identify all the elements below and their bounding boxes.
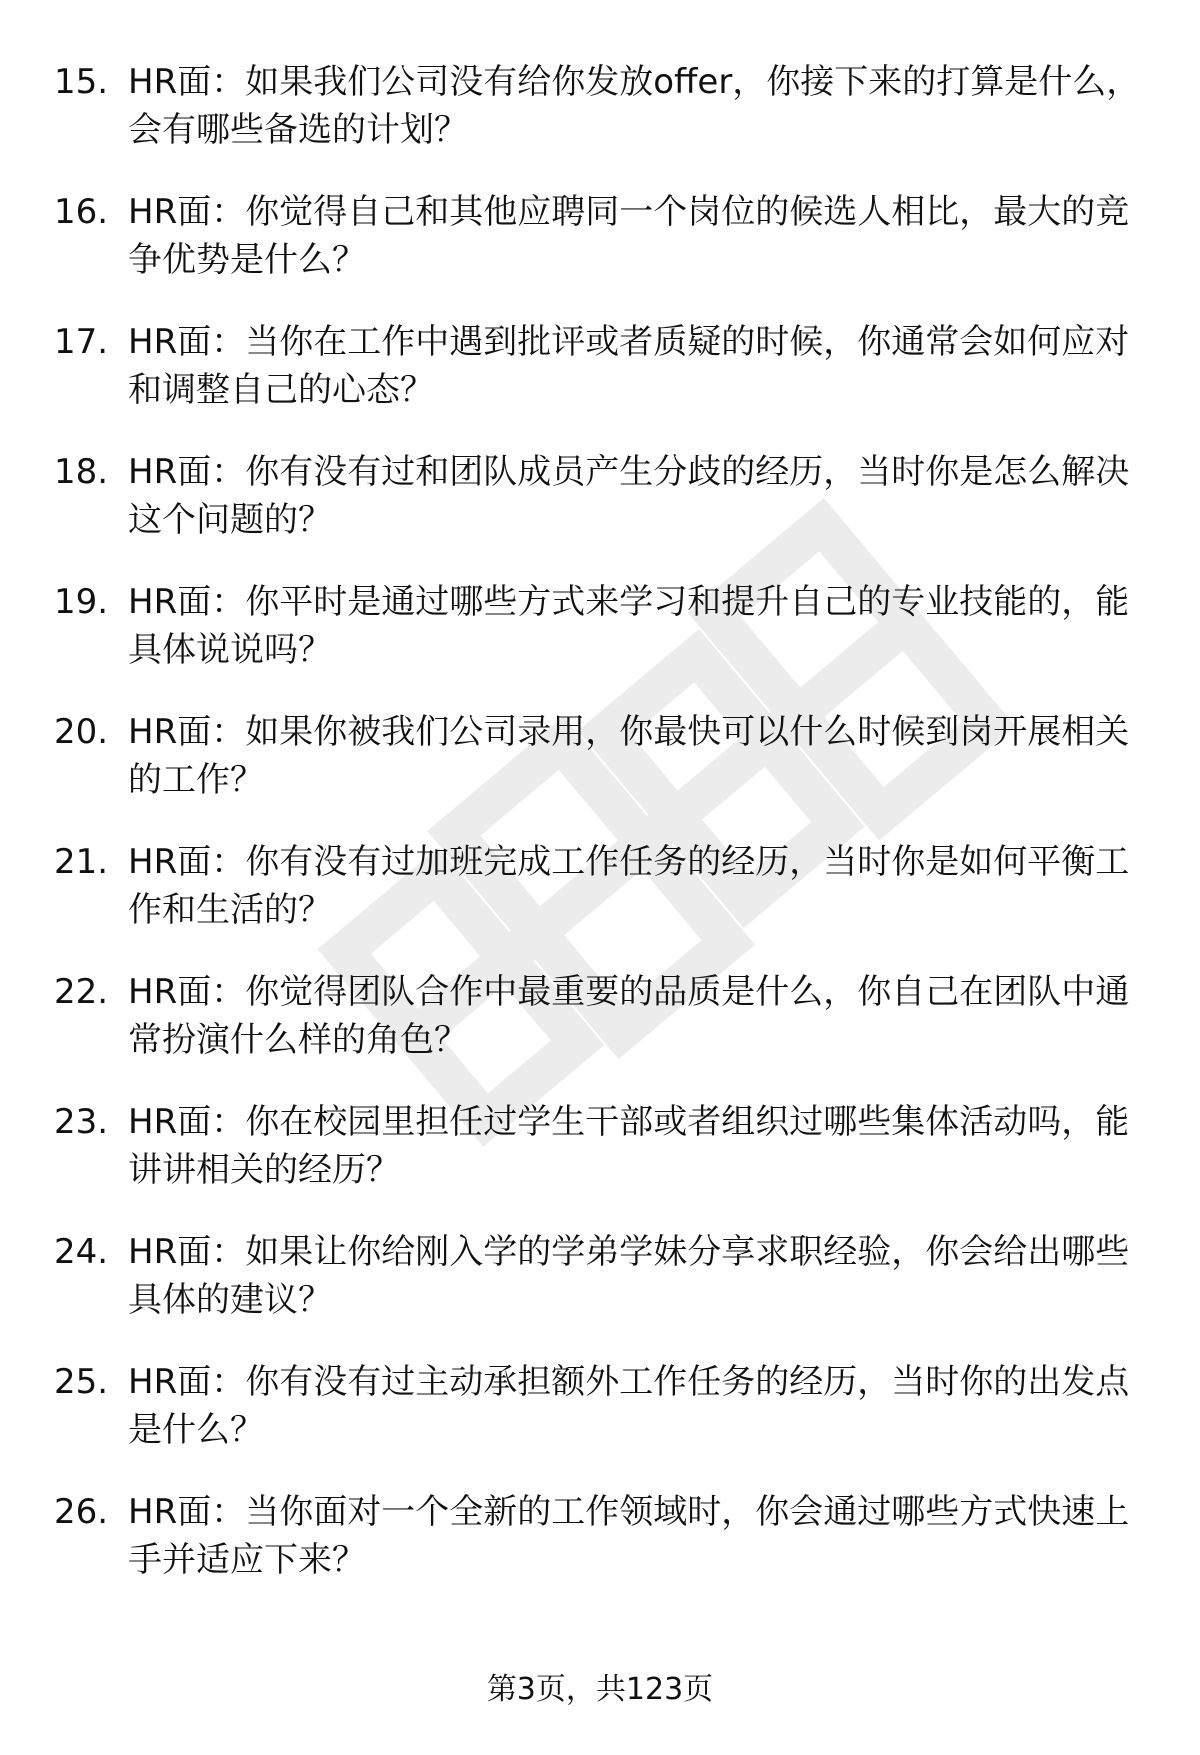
question-number: 17. [54, 322, 109, 362]
question-item [0, 318, 1200, 448]
question-item [0, 838, 1200, 968]
question-item [0, 1358, 1200, 1488]
question-text: HR面：你在校园里担任过学生干部或者组织过哪些集体活动吗，能讲讲相关的经历？ [128, 1102, 1130, 1190]
question-item [0, 708, 1200, 838]
question-text: HR面：你觉得团队合作中最重要的品质是什么，你自己在团队中通常扮演什么样的角色？ [128, 972, 1130, 1060]
question-item [0, 1098, 1200, 1228]
question-number: 23. [54, 1102, 109, 1142]
question-item [0, 578, 1200, 708]
question-text: HR面：如果你被我们公司录用，你最快可以什么时候到岗开展相关的工作？ [128, 712, 1130, 800]
question-number: 21. [54, 842, 109, 882]
question-text: HR面：如果我们公司没有给你发放offer，你接下来的打算是什么，会有哪些备选的计划？ [128, 62, 1141, 150]
question-number: 20. [54, 712, 109, 752]
question-text: HR面：当你面对一个全新的工作领域时，你会通过哪些方式快速上手并适应下来？ [128, 1492, 1130, 1580]
page-number-label: 第3页，共123页 [486, 1672, 714, 1707]
question-number: 26. [54, 1492, 109, 1532]
question-number: 22. [54, 972, 109, 1012]
question-item [0, 1228, 1200, 1358]
question-number: 15. [54, 62, 109, 102]
question-item [0, 968, 1200, 1098]
question-number: 24. [54, 1232, 109, 1272]
question-text: HR面：你觉得自己和其他应聘同一个岗位的候选人相比，最大的竞争优势是什么？ [128, 192, 1130, 280]
question-text: HR面：你平时是通过哪些方式来学习和提升自己的专业技能的，能具体说说吗？ [128, 582, 1130, 670]
question-item [0, 448, 1200, 578]
question-number: 16. [54, 192, 109, 232]
question-item [0, 58, 1200, 188]
question-number: 19. [54, 582, 109, 622]
question-item [0, 188, 1200, 318]
question-item [0, 1488, 1200, 1618]
question-text: HR面：你有没有过加班完成工作任务的经历，当时你是如何平衡工作和生活的？ [128, 842, 1130, 930]
question-text: HR面：你有没有过主动承担额外工作任务的经历，当时你的出发点是什么？ [128, 1362, 1130, 1450]
page-footer [0, 1670, 1200, 1710]
question-text: HR面：如果让你给刚入学的学弟学妹分享求职经验，你会给出哪些具体的建议？ [128, 1232, 1130, 1320]
question-text: HR面：你有没有过和团队成员产生分歧的经历，当时你是怎么解决这个问题的？ [128, 452, 1130, 540]
question-text: HR面：当你在工作中遇到批评或者质疑的时候，你通常会如何应对和调整自己的心态？ [128, 322, 1130, 410]
question-list [0, 58, 1200, 1618]
question-number: 25. [54, 1362, 109, 1402]
question-number: 18. [54, 452, 109, 492]
